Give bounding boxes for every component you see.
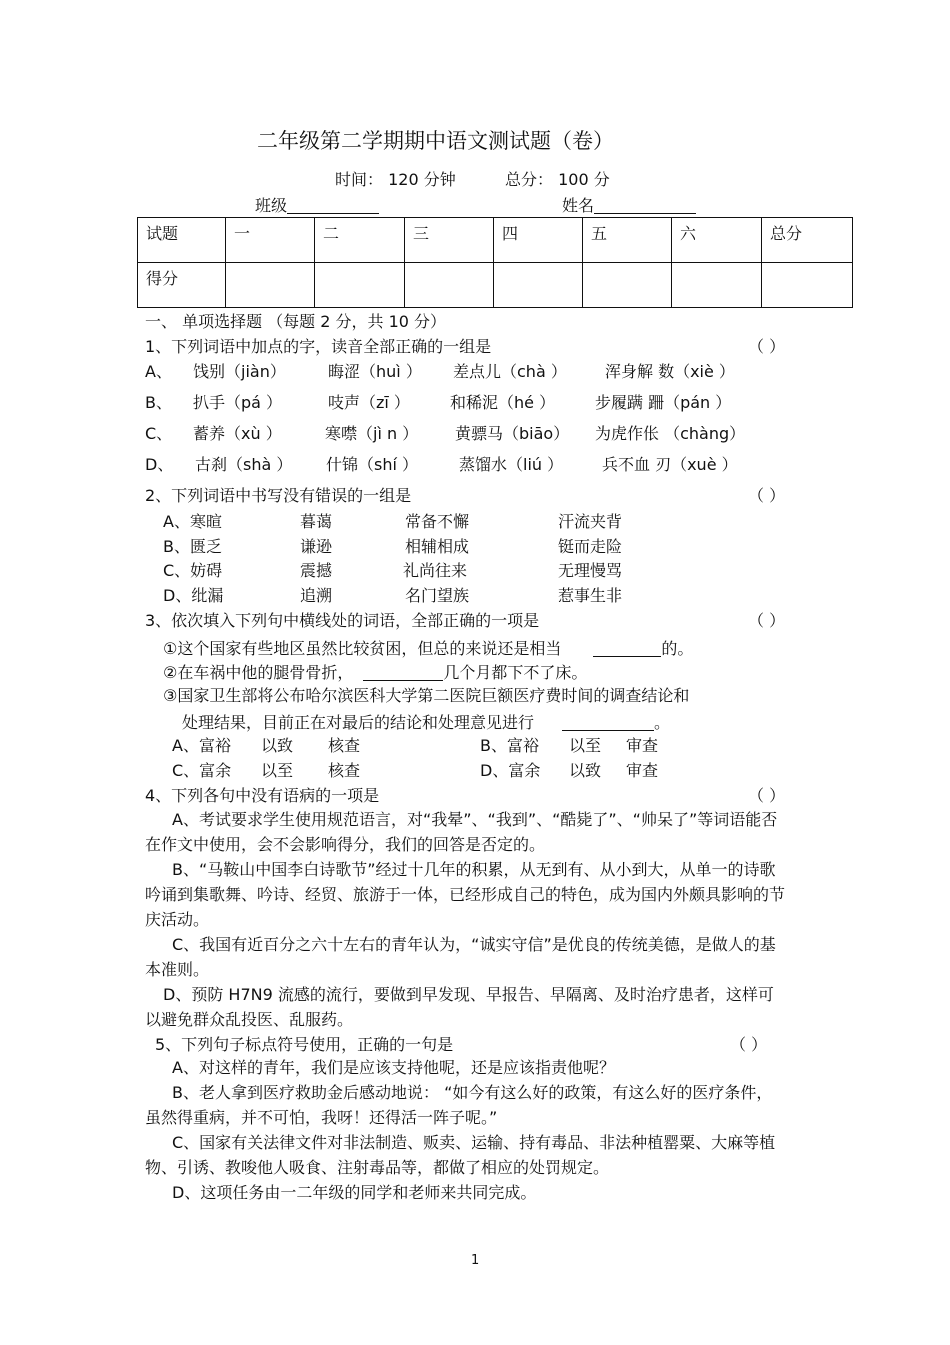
q3-option: A、富裕 <box>172 736 231 755</box>
q2-word: 汗流夹背 <box>558 512 623 531</box>
header-cell: 三 <box>405 218 494 263</box>
q1-option-item: 吱声（zī ） <box>328 393 410 412</box>
q1-option-item: 兵不血 刃（xuè ） <box>602 455 738 474</box>
question-5-stem: 5、下列句子标点符号使用，正确的一句是 <box>155 1035 454 1054</box>
q1-option-label: B、 <box>145 393 172 412</box>
header-cell: 一 <box>226 218 315 263</box>
score-table-header-row <box>138 218 853 263</box>
q1-option-item: 步履蹒 跚（pán ） <box>595 393 732 412</box>
score-cell[interactable] <box>405 263 494 308</box>
class-label: 班级 <box>255 196 288 215</box>
q1-option-label: D、 <box>145 455 174 474</box>
score-cell[interactable] <box>315 263 405 308</box>
q3-sentence-text: 几个月都下不了床。 <box>443 663 588 682</box>
q3-sentence-1 <box>163 639 693 657</box>
question-3-stem: 3、依次填入下列句中横线处的词语，全部正确的一项是 <box>145 611 540 630</box>
total-score-info: 总分： 100 分 <box>505 170 610 189</box>
q1-option-item: 黄骠马（biāo） <box>455 424 570 443</box>
header-cell: 六 <box>672 218 762 263</box>
q1-option-item: 为虎作伥 （chàng） <box>595 424 746 443</box>
q1-option-item: 扒手（pá ） <box>193 393 283 412</box>
q1-option-item: 什锦（shí ） <box>326 455 419 474</box>
q3-option: 以致 <box>569 761 602 780</box>
q1-option-label: C、 <box>145 424 173 443</box>
q1-option-item: 寒噤（jì n ） <box>325 424 419 443</box>
score-cell[interactable] <box>762 263 853 308</box>
question-1-stem: 1、下列词语中加点的字，读音全部正确的一组是 <box>145 337 492 356</box>
q3-option: 核查 <box>328 736 361 755</box>
q1-option-item: 蒸馏水（liú ） <box>459 455 564 474</box>
header-cell: 五 <box>583 218 672 263</box>
score-cell[interactable] <box>672 263 762 308</box>
q3-option: C、富余 <box>172 761 232 780</box>
q3-sentence-3-cont <box>182 713 670 731</box>
q2-word: B、匮乏 <box>163 537 222 556</box>
q3-option: 审查 <box>626 761 659 780</box>
q2-word: 谦逊 <box>300 537 333 556</box>
q2-word: 常备不懈 <box>405 512 470 531</box>
fill-blank[interactable] <box>562 713 654 731</box>
q3-sentence-2 <box>163 663 587 681</box>
answer-bracket[interactable]: （ ） <box>748 611 786 630</box>
q4-option-c: C、我国有近百分之六十左右的青年认为，“诚实守信”是优良的传统美德，是做人的基本准则。 <box>145 935 776 979</box>
q2-word: 追溯 <box>300 586 333 605</box>
score-cell[interactable] <box>583 263 672 308</box>
q2-word: 铤而走险 <box>558 537 623 556</box>
header-cell: 二 <box>315 218 405 263</box>
q2-word: 名门望族 <box>405 586 470 605</box>
q1-option-item: 差点儿（chà ） <box>453 362 567 381</box>
q2-word: 相辅相成 <box>405 537 470 556</box>
q3-option: 以至 <box>569 736 602 755</box>
q2-word: 无理慢骂 <box>558 561 623 580</box>
answer-bracket[interactable]: （ ） <box>730 1035 768 1054</box>
q5-option-b: B、老人拿到医疗救助金后感动地说： “如今有这么好的政策，有这么好的医疗条件，虽然得重病，并不可怕，我呀！还得活一阵子呢。” <box>145 1083 773 1127</box>
q3-option: 核查 <box>328 761 361 780</box>
time-info: 时间： 120 分钟 <box>335 170 456 189</box>
q3-sentence-text: ①这个国家有些地区虽然比较贫困，但总的来说还是相当 <box>163 639 562 658</box>
q3-option: 以至 <box>261 761 294 780</box>
question-2-stem: 2、下列词语中书写没有错误的一组是 <box>145 486 412 505</box>
class-blank[interactable] <box>287 196 379 214</box>
q2-word: A、寒暄 <box>163 512 222 531</box>
q1-option-item: 和稀泥（hé ） <box>450 393 556 412</box>
fill-blank[interactable] <box>363 663 443 681</box>
q3-sentence-3: ③国家卫生部将公布哈尔滨医科大学第二医院巨额医疗费时间的调查结论和 <box>163 686 690 705</box>
q1-option-item: 古刹（shà ） <box>195 455 293 474</box>
fill-blank[interactable] <box>593 639 661 657</box>
header-cell: 四 <box>494 218 583 263</box>
q5-option-d: D、这项任务由一二年级的同学和老师来共同完成。 <box>172 1183 537 1202</box>
q2-word: C、妨碍 <box>163 561 223 580</box>
score-cell[interactable] <box>494 263 583 308</box>
q4-option-b: B、“马鞍山中国李白诗歌节”经过十几年的积累，从无到有、从小到大，从单一的诗歌吟诵到集歌舞、吟诗、经贸、旅游于一体，已经形成自己的特色，成为国内外颇具影响的节庆活动。 <box>145 860 786 929</box>
q3-option: 审查 <box>626 736 659 755</box>
q3-option: D、富余 <box>480 761 541 780</box>
class-field[interactable] <box>255 196 379 214</box>
q3-sentence-text: ②在车祸中他的腿骨骨折， <box>163 663 354 682</box>
q5-option-c: C、国家有关法律文件对非法制造、贩卖、运输、持有毒品、非法种植罂粟、大麻等植物、引诱、教唆他人吸食、注射毒品等，都做了相应的处罚规定。 <box>145 1133 776 1177</box>
name-label: 姓名 <box>562 196 595 215</box>
q5-option-a: A、对这样的青年，我们是应该支持他呢，还是应该指责他呢？ <box>172 1058 615 1077</box>
q3-sentence-text: 处理结果，目前正在对最后的结论和处理意见进行 <box>182 713 535 732</box>
q2-word: D、纰漏 <box>163 586 224 605</box>
header-cell: 试题 <box>138 218 226 263</box>
q2-word: 礼尚往来 <box>403 561 468 580</box>
q2-word: 暮蔼 <box>300 512 333 531</box>
q1-option-label: A、 <box>145 362 172 381</box>
q4-option-a: A、考试要求学生使用规范语言，对“我晕”、“我到”、“酷毙了”、“帅呆了”等词语能否在作文中使用，会不会影响得分，我们的回答是否定的。 <box>145 810 778 854</box>
q4-option-d: D、预防 H7N9 流感的流行，要做到早发现、早报告、早隔离、及时治疗患者，这样可以避免群众乱投医、乱服药。 <box>145 985 774 1029</box>
q1-option-item: 浑身解 数（xiè ） <box>605 362 735 381</box>
header-cell: 总分 <box>762 218 853 263</box>
q1-option-item: 晦涩（huì ） <box>328 362 422 381</box>
answer-bracket[interactable]: （ ） <box>748 337 786 356</box>
q3-sentence-text: 的。 <box>661 639 694 658</box>
q2-word: 惹事生非 <box>558 586 623 605</box>
q1-option-item: 蓄养（xù ） <box>193 424 282 443</box>
score-cell[interactable] <box>226 263 315 308</box>
row-label: 得分 <box>138 263 226 308</box>
q3-sentence-text: 。 <box>654 713 671 732</box>
answer-bracket[interactable]: （ ） <box>748 486 786 505</box>
q3-option: 以致 <box>261 736 294 755</box>
q2-word: 震撼 <box>300 561 333 580</box>
answer-bracket[interactable]: （ ） <box>748 786 786 805</box>
q3-option: B、富裕 <box>480 736 539 755</box>
score-table-score-row <box>138 263 853 308</box>
page-number: 1 <box>471 1253 480 1268</box>
question-4-stem: 4、下列各句中没有语病的一项是 <box>145 786 380 805</box>
q1-option-item: 饯别（jiàn） <box>193 362 286 381</box>
name-field[interactable] <box>562 196 696 214</box>
page-title: 二年级第二学期期中语文测试题（卷） <box>257 129 614 153</box>
section-heading: 一、 单项选择题 （每题 2 分，共 10 分） <box>145 312 447 331</box>
score-table <box>137 217 853 308</box>
name-blank[interactable] <box>594 196 696 214</box>
